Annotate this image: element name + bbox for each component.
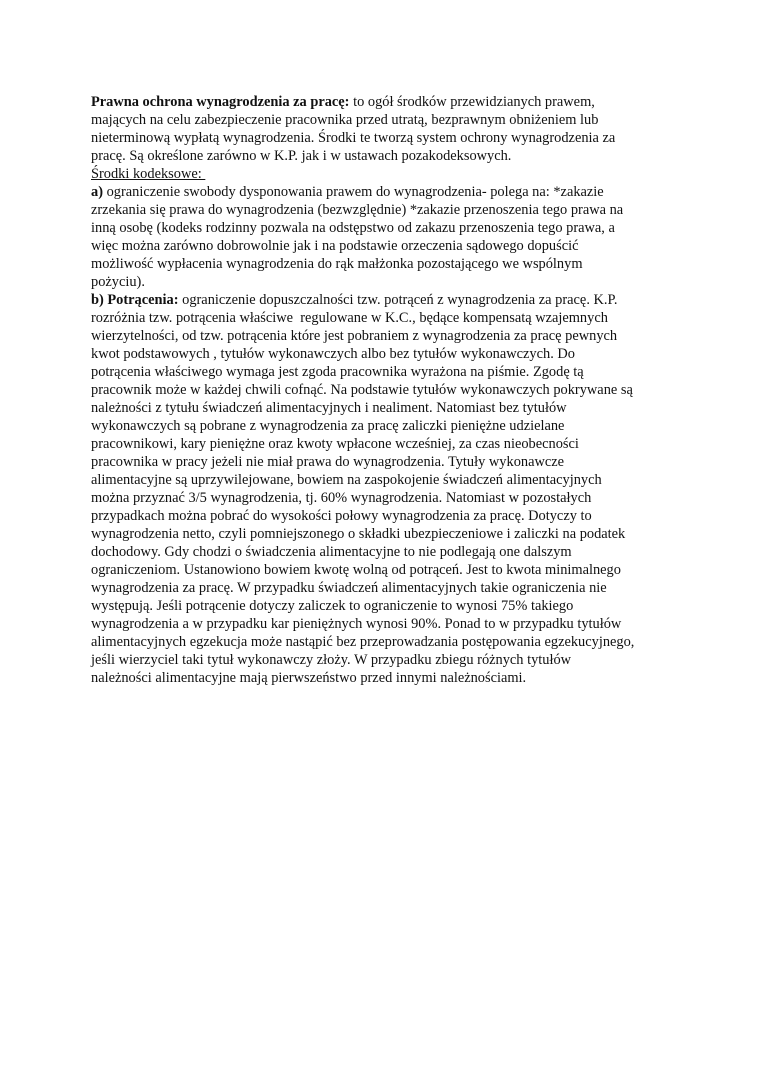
text-line — [91, 183, 681, 201]
text-line — [91, 597, 681, 615]
text-run: rozróżnia tzw. potrącenia właściwe regulowane w K.C., będące kompensatą wzajemnych — [91, 310, 608, 326]
text-line — [91, 507, 681, 525]
document-body — [91, 93, 681, 687]
text-line — [91, 615, 681, 633]
bold-text-run: a) — [91, 184, 103, 200]
text-line — [91, 237, 681, 255]
text-run: należności z tytułu świadczeń alimentacyjnych i nealiment. Natomiast bez tytułów — [91, 400, 567, 416]
text-line — [91, 201, 681, 219]
text-run: pracownikowi, kary pieniężne oraz kwoty wpłacone wcześniej, za czas nieobecności — [91, 436, 579, 452]
text-run: ograniczeniom. Ustanowiono bowiem kwotę wolną od potrąceń. Jest to kwota minimalnego — [91, 562, 621, 578]
text-run: pracownika w pracy jeżeli nie miał prawa do wynagrodzenia. Tytuły wykonawcze — [91, 454, 565, 470]
text-run: przypadkach można pobrać do wysokości połowy wynagrodzenia za pracę. Dotyczy to — [91, 508, 592, 524]
text-run: nieterminową wypłatą wynagrodzenia. Środki te tworzą system ochrony wynagrodzenia za — [91, 130, 616, 146]
text-run: inną osobę (kodeks rodzinny pozwala na odstępstwo od zakazu przenoszenia tego prawa, a — [91, 220, 615, 236]
text-run: alimentacyjne są uprzywilejowane, bowiem na zaspokojenie świadczeń alimentacyjnych — [91, 472, 602, 488]
text-run: więc można zarówno dobrowolnie jak i na podstawie orzeczenia sądowego dopuścić — [91, 238, 579, 254]
text-line — [91, 543, 681, 561]
text-run: należności alimentacyjne mają pierwszeństwo przed innymi należnościami. — [91, 670, 527, 686]
text-run: można przyznać 3/5 wynagrodzenia, tj. 60% wynagrodzenia. Natomiast w pozostałych — [91, 490, 592, 506]
text-line — [91, 435, 681, 453]
text-line — [91, 525, 681, 543]
bold-text-run: b) Potrącenia: — [91, 292, 179, 308]
text-run: wynagrodzenia a w przypadku kar pieniężnych wynosi 90%. Ponad to w przypadku tytułów — [91, 616, 622, 632]
text-line — [91, 381, 681, 399]
text-run: możliwość wypłacenia wynagrodzenia do rąk małżonka pozostającego we wspólnym — [91, 256, 583, 272]
text-line — [91, 579, 681, 597]
text-run: ograniczenie swobody dysponowania prawem do wynagrodzenia- polega na: *zakazie — [103, 184, 604, 200]
text-line — [91, 489, 681, 507]
text-line — [91, 453, 681, 471]
text-line — [91, 219, 681, 237]
text-line — [91, 273, 681, 291]
text-line — [91, 111, 681, 129]
text-line — [91, 651, 681, 669]
text-run: wierzytelności, od tzw. potrącenia które jest pobraniem z wynagrodzenia za pracę pewnych — [91, 328, 618, 344]
bold-text-run: Prawna ochrona wynagrodzenia za pracę: — [91, 94, 350, 110]
text-line — [91, 255, 681, 273]
text-line — [91, 309, 681, 327]
text-line — [91, 345, 681, 363]
text-run: pracę. Są określone zarówno w K.P. jak i w ustawach pozakodeksowych. — [91, 148, 512, 164]
text-run: wynagrodzenia za pracę. W przypadku świadczeń alimentacyjnych takie ograniczenia nie — [91, 580, 607, 596]
text-run: dochodowy. Gdy chodzi o świadczenia alimentacyjne to nie podlegają one dalszym — [91, 544, 572, 560]
text-line — [91, 399, 681, 417]
text-run: alimentacyjnych egzekucja może nastąpić bez przeprowadzania postępowania egzekucyjnego, — [91, 634, 635, 650]
text-run: wynagrodzenia netto, czyli pomniejszonego o składki ubezpieczeniowe i zaliczki na podatek — [91, 526, 626, 542]
text-line — [91, 471, 681, 489]
text-line — [91, 417, 681, 435]
underlined-heading: Środki kodeksowe: — [91, 166, 206, 182]
text-line — [91, 129, 681, 147]
text-line — [91, 291, 681, 309]
text-line — [91, 561, 681, 579]
text-run: zrzekania się prawa do wynagrodzenia (bezwzględnie) *zakazie przenoszenia tego prawa na — [91, 202, 624, 218]
text-line — [91, 669, 681, 687]
text-line — [91, 633, 681, 651]
text-run: kwot podstawowych , tytułów wykonawczych albo bez tytułów wykonawczych. Do — [91, 346, 575, 362]
text-run: jeśli wierzyciel taki tytuł wykonawczy złoży. W przypadku zbiegu różnych tytułów — [91, 652, 572, 668]
text-run: mających na celu zabezpieczenie pracownika przed utratą, bezprawnym obniżeniem lub — [91, 112, 599, 128]
text-run: to ogół środków przewidzianych prawem, — [349, 94, 595, 110]
text-run: występują. Jeśli potrącenie dotyczy zaliczek to ograniczenie to wynosi 75% takiego — [91, 598, 574, 614]
text-line — [91, 165, 681, 183]
text-line — [91, 93, 681, 111]
text-run: wykonawczych są pobrane z wynagrodzenia za pracę zaliczki pieniężne udzielane — [91, 418, 565, 434]
text-line — [91, 327, 681, 345]
text-run: pożyciu). — [91, 274, 145, 290]
text-run: ograniczenie dopuszczalności tzw. potrąceń z wynagrodzenia za pracę. K.P. — [178, 292, 618, 308]
text-run: potrącenia właściwego wymaga jest zgoda pracownika wyrażona na piśmie. Zgodę tą — [91, 364, 584, 380]
text-line — [91, 147, 681, 165]
text-line — [91, 363, 681, 381]
text-run: pracownik może w każdej chwili cofnąć. Na podstawie tytułów wykonawczych pokrywane są — [91, 382, 633, 398]
